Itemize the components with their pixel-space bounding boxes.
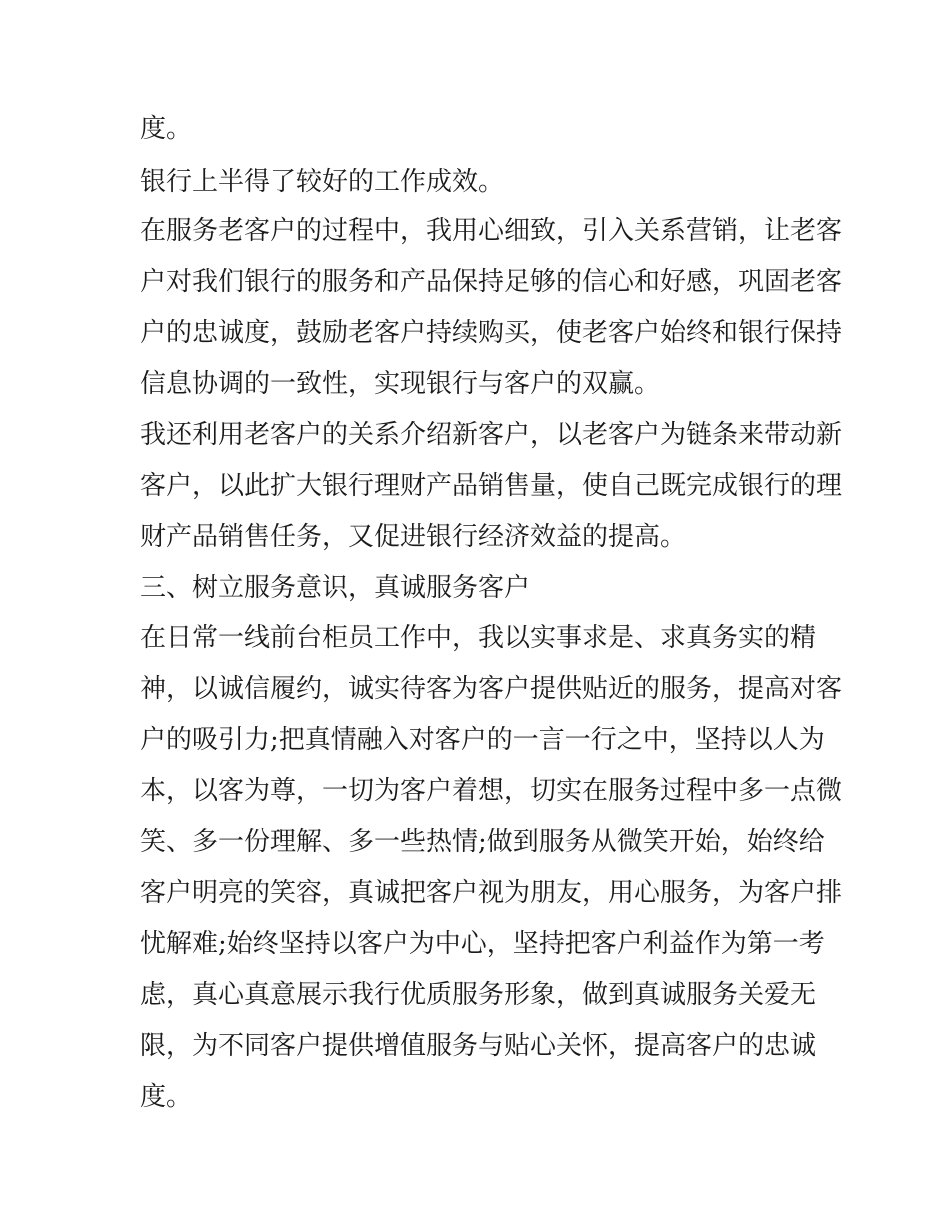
text-line: 虑，真心真意展示我行优质服务形象，做到真诚服务关爱无 xyxy=(140,980,817,1010)
text-line: 客户，以此扩大银行理财产品销售量，使自己既完成银行的理 xyxy=(140,471,843,501)
text-line: 银行上半得了较好的工作成效。 xyxy=(140,167,505,197)
text-line: 度。 xyxy=(140,1082,193,1112)
text-line: 忧解难;始终坚持以客户为中心，坚持把客户利益作为第一考 xyxy=(140,929,825,959)
text-line: 客户明亮的笑容，真诚把客户视为朋友，用心服务，为客户排 xyxy=(140,878,843,908)
text-line: 我还利用老客户的关系介绍新客户，以老客户为链条来带动新 xyxy=(140,420,843,450)
text-line: 神，以诚信履约，诚实待客为客户提供贴近的服务，提高对客 xyxy=(140,674,843,704)
text-line: 本，以客为尊，一切为客户着想，切实在服务过程中多一点微 xyxy=(140,776,843,806)
text-line: 度。 xyxy=(140,114,193,144)
text-line: 在服务老客户的过程中，我用心细致，引入关系营销，让老客 xyxy=(140,216,843,246)
text-line: 在日常一线前台柜员工作中，我以实事求是、求真务实的精 xyxy=(140,623,817,653)
section-heading: 三、树立服务意识，真诚服务客户 xyxy=(140,573,531,603)
text-line: 财产品销售任务，又促进银行经济效益的提高。 xyxy=(140,522,687,552)
text-line: 限，为不同客户提供增值服务与贴心关怀，提高客户的忠诚 xyxy=(140,1031,817,1061)
text-line: 笑、多一份理解、多一些热情;做到服务从微笑开始，始终给 xyxy=(140,827,825,857)
text-line: 信息协调的一致性，实现银行与客户的双赢。 xyxy=(140,369,661,399)
text-line: 户对我们银行的服务和产品保持足够的信心和好感，巩固老客 xyxy=(140,267,843,297)
text-line: 户的忠诚度，鼓励老客户持续购买，使老客户始终和银行保持 xyxy=(140,318,843,348)
text-line: 户的吸引力;把真情融入对客户的一言一行之中，坚持以人为 xyxy=(140,725,825,755)
